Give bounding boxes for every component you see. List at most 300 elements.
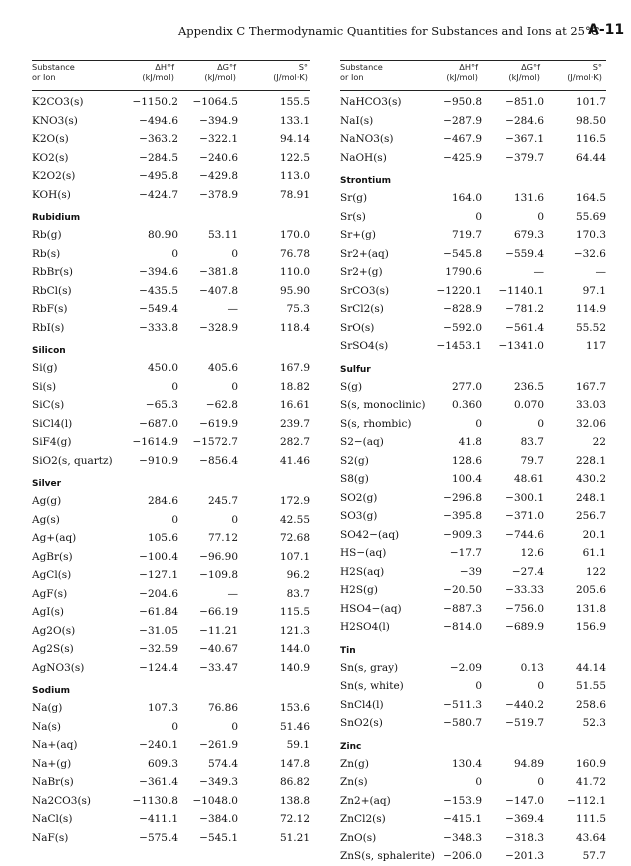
gibbs-cell: 245.7 [207,495,238,507]
table-row [340,714,606,733]
page-header [0,22,631,42]
enthalpy-cell: 0 [171,720,178,733]
table-row [340,829,606,848]
substance-cell: Sr(s) [340,210,366,223]
entropy-cell: 95.90 [279,284,310,297]
table-row [32,359,310,378]
gibbs-cell: −300.1 [505,491,544,504]
gibbs-cell: −378.9 [199,188,238,201]
table-row [32,792,310,811]
enthalpy-cell: 0 [475,417,482,430]
gibbs-cell: −322.1 [199,133,238,145]
entropy-cell: 42.55 [279,513,310,526]
table-row [32,112,310,131]
enthalpy-cell: −31.05 [139,624,178,637]
substance-cell: Na(g) [32,702,63,714]
table-row [32,566,310,585]
substance-cell: Si(g) [32,362,58,374]
substance-cell: K2O(s) [32,133,69,145]
enthalpy-cell: −348.3 [443,831,482,844]
entropy-cell: 41.46 [279,454,310,467]
substance-cell: S(s, monoclinic) [340,399,426,411]
gibbs-cell: 79.7 [520,454,544,467]
entropy-cell: 153.6 [279,702,310,714]
group-heading: Zinc [340,741,362,752]
entropy-cell: 111.5 [575,813,606,825]
entropy-cell: 55.69 [575,210,606,223]
table-row [340,618,606,637]
table-row [340,489,606,508]
entropy-cell: 167.9 [279,362,310,374]
gibbs-cell: −856.4 [199,454,238,467]
table-row [32,718,310,737]
table-row [32,167,310,186]
entropy-cell: 86.82 [279,776,310,788]
table-row [340,677,606,696]
substance-cell: SrO(s) [340,321,375,334]
gibbs-cell: −33.33 [505,584,544,596]
substance-cell: Sr2+(g) [340,266,383,278]
gibbs-cell: −261.9 [199,739,238,751]
gibbs-cell: −851.0 [505,96,544,108]
substance-cell: SiCl4(l) [32,417,73,430]
enthalpy-cell: 100.4 [451,473,482,485]
gibbs-cell: −367.1 [505,133,544,145]
enthalpy-cell: −545.8 [443,247,482,260]
gibbs-cell: −1064.5 [192,96,238,108]
gibbs-cell: −379.7 [505,151,544,164]
substance-cell: K2CO3(s) [32,96,84,108]
entropy-header-unit: (J/mol·K) [273,72,308,82]
substance-cell: Sr+(g) [340,229,376,241]
entropy-cell: 64.44 [575,151,606,164]
substance-header [340,62,383,82]
enthalpy-cell: −100.4 [139,550,178,563]
substance-cell: S(g) [340,380,363,393]
table-row [340,300,606,319]
substance-cell: Zn(g) [340,757,369,770]
enthalpy-cell: −287.9 [443,114,482,127]
enthalpy-cell: −394.6 [139,266,178,278]
substance-cell: AgNO3(s) [32,661,85,674]
substance-cell: ZnS(s, sphalerite) [340,850,436,862]
table-row [340,112,606,131]
enthalpy-cell: −1614.9 [132,436,178,448]
gibbs-cell: −1048.0 [192,794,238,807]
enthalpy-cell: −814.0 [443,621,482,633]
substance-cell: AgBr(s) [32,550,73,563]
enthalpy-cell: −20.50 [443,584,482,596]
group-heading: Rubidium [32,213,81,223]
gibbs-header [486,62,540,82]
substance-cell: H2SO4(l) [340,621,390,633]
entropy-cell: 117 [585,340,606,352]
gibbs-cell: −33.47 [199,661,238,674]
table-row [340,810,606,829]
enthalpy-cell: 719.7 [451,229,482,241]
gibbs-header-symbol: ΔG°f [521,62,540,72]
page-number: A-11 [588,22,625,38]
gibbs-cell: 0 [231,513,238,526]
substance-header-line2: or Ion [340,72,364,82]
table-row [340,507,606,526]
entropy-cell: 97.1 [582,284,606,297]
enthalpy-header [120,62,174,82]
gibbs-cell: 48.61 [513,473,544,485]
enthalpy-cell: −395.8 [443,510,482,522]
gibbs-cell: −349.3 [199,776,238,788]
enthalpy-cell: −909.3 [443,528,482,541]
entropy-cell: 172.9 [279,495,310,507]
gibbs-cell: −201.3 [505,850,544,862]
entropy-cell: 51.55 [575,680,606,692]
enthalpy-cell: −204.6 [139,587,178,600]
substance-cell: SnCl4(l) [340,698,384,711]
enthalpy-header-unit: (kJ/mol) [142,72,174,82]
gibbs-cell: −62.8 [205,399,238,411]
substance-cell: Zn(s) [340,776,368,788]
substance-cell: RbF(s) [32,303,68,315]
table-row [340,773,606,792]
entropy-cell: 75.3 [286,303,310,315]
table-row [32,529,310,548]
substance-cell: Sr(g) [340,192,368,204]
substance-cell: NaOH(s) [340,151,387,164]
enthalpy-cell: −1453.1 [436,340,482,352]
substance-cell: NaI(s) [340,114,374,127]
gibbs-cell: 0 [231,720,238,733]
enthalpy-cell: −153.9 [443,794,482,807]
table-row [340,581,606,600]
gibbs-cell: −40.67 [199,643,238,655]
enthalpy-cell: 0 [475,680,482,692]
table-row [340,452,606,471]
gibbs-cell: −781.2 [505,303,544,315]
gibbs-cell: 0.070 [513,399,544,411]
substance-cell: Na2CO3(s) [32,794,92,807]
entropy-cell: 94.14 [279,133,310,145]
table-row [32,396,310,415]
substance-cell: HSO4−(aq) [340,602,402,615]
substance-cell: Sn(s, white) [340,680,404,692]
gibbs-cell: −545.1 [199,831,238,844]
enthalpy-cell: 277.0 [451,380,482,393]
entropy-cell: 147.8 [279,757,310,770]
entropy-cell: 205.6 [575,584,606,596]
entropy-cell: 138.8 [279,794,310,807]
table-row [340,396,606,415]
gibbs-cell: −744.6 [505,528,544,541]
gibbs-cell: −1341.0 [498,340,544,352]
appendix-title: Appendix C Thermodynamic Quantities for Substances and Ions at 25°C [178,24,600,38]
entropy-cell: 144.0 [279,643,310,655]
table-row [32,226,310,245]
entropy-cell: 51.46 [279,720,310,733]
entropy-cell: 18.82 [279,380,310,393]
table-row [340,659,606,678]
table-row [340,755,606,774]
entropy-cell: 160.9 [575,757,606,770]
gibbs-cell: — [227,303,238,315]
gibbs-header [182,62,236,82]
enthalpy-cell: −65.3 [145,399,178,411]
table-row [32,319,310,338]
entropy-cell: 155.5 [279,96,310,108]
table-row [340,337,606,356]
enthalpy-cell: 128.6 [451,454,482,467]
enthalpy-cell: −435.5 [139,284,178,297]
substance-cell: AgF(s) [32,587,68,600]
gibbs-cell: −27.4 [511,565,544,578]
table-row [340,847,606,866]
substance-cell: SiF4(g) [32,436,72,448]
gibbs-cell: 0 [231,247,238,260]
substance-cell: KNO3(s) [32,114,78,127]
entropy-cell: 170.3 [575,229,606,241]
entropy-cell: — [595,266,606,278]
table-row [32,585,310,604]
substance-cell: NaCl(s) [32,813,73,825]
enthalpy-cell: −425.9 [443,151,482,164]
group-heading: Sulfur [340,364,371,375]
enthalpy-cell: 0 [171,513,178,526]
entropy-cell: 164.5 [575,192,606,204]
table-row [340,130,606,149]
gibbs-cell: −284.6 [505,114,544,127]
substance-cell: Na+(aq) [32,739,78,751]
substance-cell: KO2(s) [32,151,69,164]
entropy-cell: 44.14 [575,661,606,674]
entropy-cell: 22 [592,436,606,448]
entropy-cell: 114.9 [575,303,606,315]
table-row [32,829,310,848]
entropy-cell: −112.1 [567,794,606,807]
gibbs-cell: −429.8 [199,170,238,182]
table-row [32,186,310,205]
entropy-cell: 32.06 [575,417,606,430]
substance-cell: SO3(g) [340,510,378,522]
gibbs-cell: −394.9 [199,114,238,127]
enthalpy-cell: −910.9 [139,454,178,467]
enthalpy-cell: −887.3 [443,602,482,615]
enthalpy-cell: −467.9 [443,133,482,145]
substance-cell: NaF(s) [32,831,69,844]
gibbs-cell: −559.4 [505,247,544,260]
enthalpy-cell: −1150.2 [132,96,178,108]
enthalpy-cell: 0 [475,210,482,223]
substance-cell: AgCl(s) [32,569,72,581]
table-row [340,378,606,397]
table-row [32,603,310,622]
enthalpy-header-unit: (kJ/mol) [446,72,478,82]
substance-cell: Sn(s, gray) [340,661,399,674]
enthalpy-cell: −950.8 [443,96,482,108]
gibbs-cell: 236.5 [513,380,544,393]
entropy-cell: 239.7 [279,417,310,430]
enthalpy-cell: −687.0 [139,417,178,430]
entropy-cell: 121.3 [279,624,310,637]
substance-cell: S2(g) [340,454,369,467]
enthalpy-cell: −575.4 [139,831,178,844]
substance-cell: SO2(g) [340,491,378,504]
substance-cell: SrCl2(s) [340,303,384,315]
gibbs-cell: 83.7 [520,436,544,448]
substance-cell: SnO2(s) [340,717,383,729]
gibbs-header-unit: (kJ/mol) [204,72,236,82]
enthalpy-cell: −333.8 [139,321,178,334]
table-row [32,622,310,641]
enthalpy-cell: −1220.1 [436,284,482,297]
enthalpy-cell: −415.1 [443,813,482,825]
entropy-cell: 52.3 [582,717,606,729]
enthalpy-cell: −39 [459,565,482,578]
substance-cell: HS−(aq) [340,547,387,559]
gibbs-cell: −561.4 [505,321,544,334]
entropy-cell: 41.72 [575,776,606,788]
table-row [340,600,606,619]
entropy-cell: 140.9 [279,661,310,674]
table-row [340,433,606,452]
entropy-cell: 156.9 [575,621,606,633]
enthalpy-cell: 164.0 [451,192,482,204]
gibbs-cell: −407.8 [199,284,238,297]
enthalpy-cell: −592.0 [443,321,482,334]
enthalpy-cell: −580.7 [443,717,482,729]
top-rule [340,60,606,61]
gibbs-cell: 131.6 [513,192,544,204]
substance-header-line1: Substance [340,62,383,72]
table-row [340,470,606,489]
gibbs-cell: −369.4 [505,813,544,825]
gibbs-cell: −619.9 [199,417,238,430]
gibbs-cell: 0 [537,776,544,788]
enthalpy-cell: −411.1 [139,813,178,825]
gibbs-cell: −66.19 [199,606,238,618]
entropy-header-unit: (J/mol·K) [567,72,602,82]
gibbs-cell: −756.0 [505,602,544,615]
header-rule [340,90,606,91]
entropy-cell: 83.7 [286,587,310,600]
entropy-cell: 430.2 [575,473,606,485]
enthalpy-cell: −495.8 [139,170,178,182]
left-table [32,60,310,847]
entropy-cell: 98.50 [575,114,606,127]
gibbs-cell: −689.9 [505,621,544,633]
enthalpy-cell: −361.4 [139,776,178,788]
entropy-cell: 72.12 [279,813,310,825]
gibbs-cell: −96.90 [199,550,238,563]
entropy-cell: 228.1 [575,454,606,467]
entropy-cell: 16.61 [279,399,310,411]
gibbs-cell: 679.3 [513,229,544,241]
entropy-cell: 33.03 [575,399,606,411]
gibbs-cell: 53.11 [207,229,238,241]
top-rule [32,60,310,61]
enthalpy-header-symbol: ΔH°f [155,62,174,72]
entropy-cell: 170.0 [279,229,310,241]
gibbs-cell: 0 [537,210,544,223]
enthalpy-cell: −17.7 [449,547,482,559]
table-row [32,282,310,301]
gibbs-cell: — [533,266,544,278]
substance-cell: KOH(s) [32,188,71,201]
enthalpy-cell: −61.84 [139,606,178,618]
enthalpy-cell: −32.59 [139,643,178,655]
substance-cell: Ag(g) [32,495,62,507]
substance-cell: Ag(s) [32,513,60,526]
gibbs-cell: 94.89 [513,757,544,770]
enthalpy-cell: −549.4 [139,303,178,315]
substance-cell: Rb(s) [32,247,61,260]
gibbs-cell: −1572.7 [192,436,238,448]
entropy-cell: 167.7 [575,380,606,393]
right-table [340,60,606,866]
substance-cell: ZnCl2(s) [340,813,386,825]
group-heading: Sodium [32,686,70,696]
table-row [32,699,310,718]
enthalpy-cell: 0.360 [451,399,482,411]
enthalpy-cell: −2.09 [449,661,482,674]
enthalpy-cell: 41.8 [458,436,482,448]
table-row [32,736,310,755]
entropy-cell: 258.6 [575,698,606,711]
gibbs-cell: 76.86 [207,702,238,714]
enthalpy-cell: 284.6 [147,495,178,507]
entropy-cell: 115.5 [279,606,310,618]
entropy-cell: 61.1 [582,547,606,559]
table-row [340,226,606,245]
gibbs-cell: 0 [231,380,238,393]
substance-cell: SO42−(aq) [340,528,400,541]
gibbs-cell: 0 [537,417,544,430]
entropy-cell: 59.1 [286,739,310,751]
enthalpy-cell: −424.7 [139,188,178,201]
table-row [32,245,310,264]
table-row [32,810,310,829]
enthalpy-cell: 80.90 [147,229,178,241]
table-row [340,792,606,811]
table-row [32,511,310,530]
enthalpy-header [424,62,478,82]
substance-cell: Si(s) [32,380,57,393]
entropy-cell: 122.5 [279,151,310,164]
entropy-cell: 107.1 [279,550,310,563]
entropy-header [548,62,602,82]
entropy-cell: 57.7 [582,850,606,862]
enthalpy-cell: −494.6 [139,114,178,127]
enthalpy-cell: 0 [171,247,178,260]
gibbs-cell: 405.6 [207,362,238,374]
entropy-cell: 76.78 [279,247,310,260]
entropy-cell: 96.2 [286,569,310,581]
gibbs-cell: 574.4 [207,757,238,770]
table-row [32,640,310,659]
substance-cell: RbI(s) [32,321,65,334]
substance-cell: RbBr(s) [32,266,73,278]
substance-cell: Sr2+(aq) [340,247,389,260]
gibbs-cell: −519.7 [505,717,544,729]
substance-cell: SiC(s) [32,399,65,411]
group-heading: Strontium [340,176,391,186]
substance-cell: S8(g) [340,473,369,485]
table-row [340,149,606,168]
substance-header [32,62,75,82]
header-rule [32,90,310,91]
substance-cell: ZnO(s) [340,831,377,844]
substance-cell: RbCl(s) [32,284,72,297]
entropy-cell: 122 [585,565,606,578]
enthalpy-cell: 105.6 [147,532,178,544]
